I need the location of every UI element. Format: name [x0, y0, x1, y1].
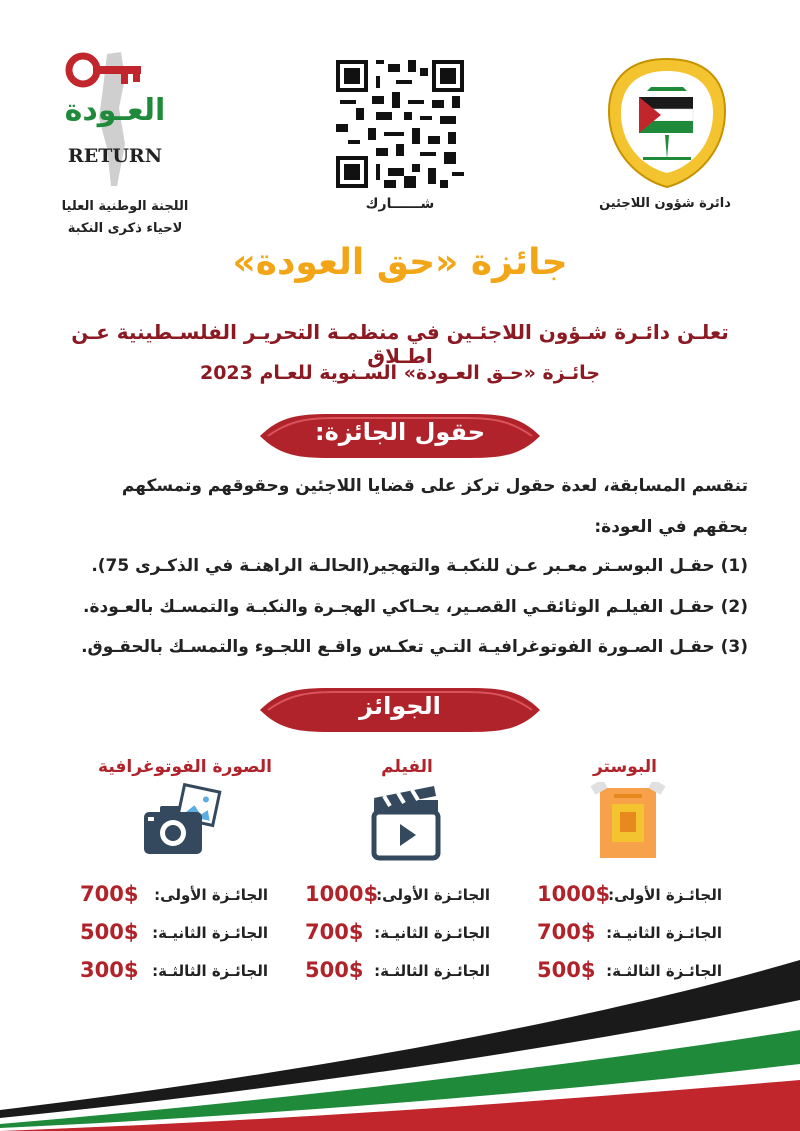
prize-label: الجائـزة الأولى:: [608, 886, 722, 904]
prize-label: الجائـزة الثانيـة:: [152, 924, 268, 942]
fields-intro-line2: بحقهم في العودة:: [594, 517, 748, 537]
prize-amount: 700$: [305, 920, 364, 944]
announcement-line2: جائـزة «حـق العـودة» السـنوية للعـام 2023: [199, 362, 601, 384]
prize-amount: 300$: [80, 958, 139, 982]
prize-label: الجائـزة الثانيـة:: [606, 924, 722, 942]
committee-caption: [40, 196, 210, 240]
share-label: شــــــارك: [365, 196, 435, 212]
film-prize-1: [250, 882, 490, 912]
prize-amount: 500$: [537, 958, 596, 982]
prize-label: الجائـزة الأولى:: [376, 886, 490, 904]
return-logo-graphic: [55, 48, 175, 188]
film-column-title: الفيلم: [381, 757, 433, 777]
field-item-poster: (1) حقـل البوسـتر معـبر عـن للنكبـة والتهجير(الحالـة الراهنـة في الذكـرى 75).: [91, 556, 748, 576]
department-caption: دائرة شؤون اللاجئين: [599, 196, 731, 211]
announcement-line1: تعلـن دائـرة شـؤون اللاجئـين في منظمـة التحريـر الفلسـطينية عـن اطـلاق: [71, 320, 729, 368]
plo-seal: [603, 55, 731, 190]
prize-amount: 500$: [80, 920, 139, 944]
return-logo-latin: RETURN: [67, 145, 163, 167]
qr-code[interactable]: [336, 60, 464, 188]
prize-amount: 700$: [80, 882, 139, 906]
photo-prize-2: [28, 920, 268, 950]
field-item-photo: (3) حقـل الصـورة الفوتوغرافيـة التـي تعكـس واقـع اللجـوء والتمسـك بالحقـوق.: [81, 637, 748, 657]
committee-caption-line2: لاحياء ذكرى النكبة: [67, 221, 183, 236]
prize-label: الجائـزة الثانيـة:: [374, 924, 490, 942]
fields-heading: حقول الجائزة:: [314, 418, 486, 446]
fields-intro-line1: تنقسم المسابقة، لعدة حقول تركز على قضايا اللاجئين وحقوقهم وتمسكهم: [121, 476, 748, 496]
prizes-heading: الجوائز: [359, 692, 441, 720]
poster-column-title: البوستر: [592, 757, 658, 777]
return-logo-word: العـودة: [64, 93, 166, 128]
prize-amount: 700$: [537, 920, 596, 944]
plo-seal-graphic: [603, 55, 731, 190]
committee-caption-line1: اللجنة الوطنية العليا: [61, 199, 189, 214]
camera-icon: [140, 782, 224, 860]
prize-amount: 1000$: [537, 882, 611, 906]
photo-prize-1: [28, 882, 268, 912]
poster-prize-1: [482, 882, 722, 912]
field-item-film: (2) حقـل الفيلـم الوثائقـي القصـير، يحـاكي الهجـرة والنكبـة والتمسـك بالعـودة.: [82, 597, 748, 617]
photo-column-title: الصورة الفوتوغرافية: [98, 757, 272, 777]
clapperboard-icon: [370, 786, 442, 862]
qr-code-graphic: [336, 60, 464, 188]
film-prize-2: [250, 920, 490, 950]
prize-amount: 1000$: [305, 882, 379, 906]
prize-label: الجائـزة الأولى:: [154, 886, 268, 904]
prize-label: الجائـزة الثالثـة:: [606, 962, 722, 980]
prize-label: الجائـزة الثالثـة:: [374, 962, 490, 980]
poster-prize-2: [482, 920, 722, 950]
award-title: جائزة «حق العودة»: [232, 242, 568, 283]
prize-amount: 500$: [305, 958, 364, 982]
return-logo: [55, 48, 175, 188]
poster-icon: [590, 782, 666, 862]
prize-label: الجائـزة الثالثـة:: [152, 962, 268, 980]
flag-swoosh: [0, 960, 800, 1131]
